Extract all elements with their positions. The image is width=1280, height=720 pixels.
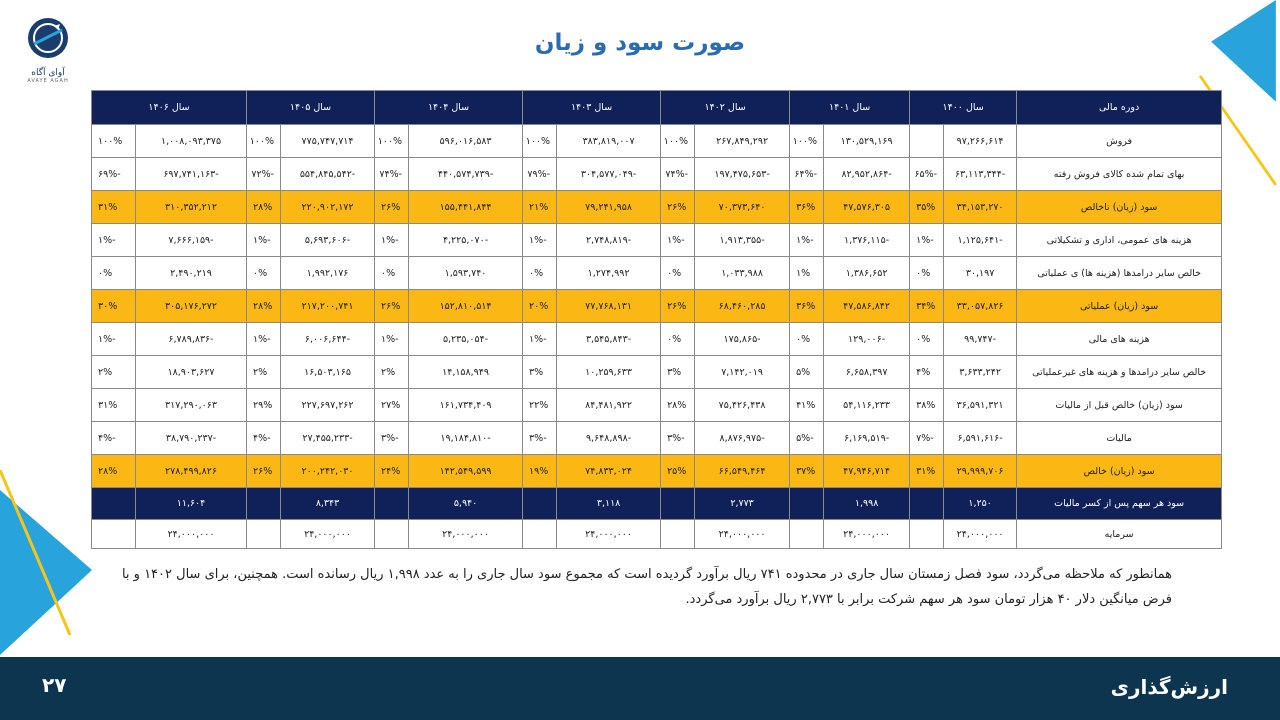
percent-cell: -۱% [92,323,136,356]
percent-cell: -۷۲% [247,158,281,191]
percent-cell: ۱۰۰% [790,125,824,158]
value-cell: ۲۴,۰۰۰,۰۰۰ [409,520,523,549]
percent-cell: ۳۶% [790,191,824,224]
percent-cell: ۲۸% [247,290,281,323]
value-cell: ۱,۰۳۳,۹۸۸ [695,257,790,290]
value-cell: -۳۰۴,۵۷۷,۰۴۹ [557,158,661,191]
value-cell: -۲,۷۴۸,۸۱۹ [557,224,661,257]
table-row [92,224,1222,257]
table-row [92,158,1222,191]
percent-cell [790,488,824,520]
page-number: ۲۷ [42,673,67,697]
row-label: خالص سایر درامدها (هزینه ها) ی عملیاتی [1017,257,1222,290]
table-row [92,356,1222,389]
value-cell: ۴۷,۹۴۶,۷۱۴ [824,455,910,488]
percent-cell: ۲۸% [661,389,695,422]
value-cell: ۱۶,۵۰۳,۱۶۵ [281,356,375,389]
value-cell: -۴,۲۲۵,۰۷۰ [409,224,523,257]
percent-cell: -۵% [790,422,824,455]
value-cell: ۱,۵۹۳,۷۴۰ [409,257,523,290]
percent-cell [92,520,136,549]
value-cell: ۲۲۷,۶۹۷,۲۶۲ [281,389,375,422]
table-body [92,125,1222,549]
value-cell: ۲۶۷,۸۴۹,۲۹۲ [695,125,790,158]
table-row [92,323,1222,356]
value-cell: -۶,۷۸۹,۸۳۶ [136,323,247,356]
percent-cell: ۳۴% [910,290,944,323]
value-cell: ۷۰,۳۷۳,۶۴۰ [695,191,790,224]
value-cell: ۲۴,۰۰۰,۰۰۰ [281,520,375,549]
value-cell: -۵,۶۹۳,۶۰۶ [281,224,375,257]
table-row [92,290,1222,323]
value-cell: ۲۴,۰۰۰,۰۰۰ [557,520,661,549]
value-cell: ۳,۶۳۳,۲۴۲ [944,356,1017,389]
value-cell: ۲۴,۰۰۰,۰۰۰ [695,520,790,549]
value-cell: ۵۹۶,۰۱۶,۵۸۳ [409,125,523,158]
percent-cell: ۲% [247,356,281,389]
percent-cell: -۴% [247,422,281,455]
value-cell: ۱۵۵,۴۴۱,۸۴۴ [409,191,523,224]
percent-cell: ۰% [910,257,944,290]
income-statement-table-container [91,90,1207,549]
percent-cell: ۳۶% [790,290,824,323]
percent-cell: ۱۰۰% [92,125,136,158]
percent-cell: ۳۷% [790,455,824,488]
percent-cell [247,520,281,549]
table-row [92,125,1222,158]
header-year: سال ۱۴۰۵ [247,91,375,125]
value-cell: ۹۷,۲۶۶,۶۱۴ [944,125,1017,158]
percent-cell [790,520,824,549]
value-cell: -۷,۶۶۶,۱۵۹ [136,224,247,257]
percent-cell: -۱% [92,224,136,257]
value-cell: -۶,۵۹۱,۶۱۶ [944,422,1017,455]
row-label: سود (زیان) خالص [1017,455,1222,488]
row-label: فروش [1017,125,1222,158]
percent-cell [247,488,281,520]
percent-cell: ۴۱% [790,389,824,422]
percent-cell [910,520,944,549]
value-cell: -۳۸,۷۹۰,۲۳۷ [136,422,247,455]
percent-cell: ۳۱% [910,455,944,488]
percent-cell: -۷% [910,422,944,455]
table-header-row [92,91,1222,125]
value-cell: ۱,۳۸۶,۶۵۲ [824,257,910,290]
percent-cell: ۳% [523,356,557,389]
value-cell: ۲۴,۰۰۰,۰۰۰ [944,520,1017,549]
logo-brand-text: آوای آگاه [31,68,65,78]
value-cell: -۸۲,۹۵۲,۸۶۴ [824,158,910,191]
percent-cell: ۲۶% [375,191,409,224]
percent-cell: ۱۹% [523,455,557,488]
percent-cell: -۱% [247,323,281,356]
percent-cell [523,488,557,520]
row-label: مالیات [1017,422,1222,455]
value-cell: ۶۶,۵۴۹,۴۶۴ [695,455,790,488]
footer-section-title: ارزش‌گذاری [1110,675,1228,699]
percent-cell: ۳۰% [92,290,136,323]
value-cell: ۸۴,۴۸۱,۹۲۲ [557,389,661,422]
value-cell: ۱۶۱,۷۳۴,۴۰۹ [409,389,523,422]
value-cell: ۴۷,۵۸۶,۸۴۲ [824,290,910,323]
percent-cell: ۲۶% [661,191,695,224]
row-label: سود (زیان) عملیاتی [1017,290,1222,323]
corner-decoration-bottom-left [0,470,92,655]
table-row [92,455,1222,488]
value-cell: ۳۱۷,۲۹۰,۰۶۳ [136,389,247,422]
percent-cell: ۳۱% [92,191,136,224]
percent-cell: ۴% [910,356,944,389]
header-year: سال ۱۴۰۰ [910,91,1017,125]
value-cell: -۶۹۷,۷۴۱,۱۶۳ [136,158,247,191]
value-cell: ۳۱۰,۳۵۲,۲۱۲ [136,191,247,224]
page-title: صورت سود و زیان [534,30,746,56]
percent-cell: ۲۶% [661,290,695,323]
value-cell: -۵۵۴,۸۴۵,۵۴۲ [281,158,375,191]
percent-cell: -۱% [375,224,409,257]
percent-cell: -۱% [661,224,695,257]
row-label: سود (زیان) خالص قبل از مالیات [1017,389,1222,422]
value-cell: ۱۴۲,۵۴۹,۵۹۹ [409,455,523,488]
percent-cell [375,488,409,520]
percent-cell: ۲% [92,356,136,389]
value-cell: ۴۷,۵۷۶,۳۰۵ [824,191,910,224]
value-cell: -۶,۰۰۶,۶۴۴ [281,323,375,356]
percent-cell [523,520,557,549]
value-cell: ۱۸,۹۰۳,۶۲۷ [136,356,247,389]
value-cell: ۳۸۳,۸۱۹,۰۰۷ [557,125,661,158]
value-cell: ۵۴,۱۱۶,۲۳۳ [824,389,910,422]
percent-cell: ۱۰۰% [661,125,695,158]
value-cell: ۲۱۷,۲۰۰,۷۴۱ [281,290,375,323]
percent-cell: -۱% [375,323,409,356]
row-label: سود (زیان) ناخالص [1017,191,1222,224]
table-row [92,389,1222,422]
percent-cell: -۱% [523,224,557,257]
percent-cell: ۲% [375,356,409,389]
row-label: سود هر سهم پس از کسر مالیات [1017,488,1222,520]
value-cell: ۱۱,۶۰۴ [136,488,247,520]
row-label: هزینه های مالی [1017,323,1222,356]
value-cell: -۲۷,۴۵۵,۲۳۳ [281,422,375,455]
value-cell: -۱,۱۲۵,۶۴۱ [944,224,1017,257]
table-row [92,257,1222,290]
value-cell: ۸,۳۴۳ [281,488,375,520]
value-cell: ۲۴,۰۰۰,۰۰۰ [824,520,910,549]
value-cell: ۷۷۵,۷۴۷,۷۱۴ [281,125,375,158]
value-cell: ۲۹,۹۹۹,۷۰۶ [944,455,1017,488]
income-statement-table [91,90,1222,549]
table-row [92,422,1222,455]
row-label: خالص سایر درامدها و هزینه های غیرعملیاتی [1017,356,1222,389]
value-cell: -۸,۸۷۶,۹۷۵ [695,422,790,455]
percent-cell: ۲۷% [375,389,409,422]
value-cell: ۷۷,۷۶۸,۱۳۱ [557,290,661,323]
value-cell: ۳۳,۰۵۷,۸۲۶ [944,290,1017,323]
percent-cell [375,520,409,549]
percent-cell: -۶۴% [790,158,824,191]
percent-cell: ۲۰% [523,290,557,323]
percent-cell: ۳۱% [92,389,136,422]
value-cell: -۹۹,۷۴۷ [944,323,1017,356]
value-cell: ۲,۷۷۳ [695,488,790,520]
percent-cell: -۳% [523,422,557,455]
percent-cell: ۰% [661,323,695,356]
value-cell: ۲۲۰,۹۰۲,۱۷۲ [281,191,375,224]
percent-cell: ۲۲% [523,389,557,422]
percent-cell: -۱% [523,323,557,356]
value-cell: ۲۷۸,۴۹۹,۸۲۶ [136,455,247,488]
percent-cell [661,488,695,520]
table-row [92,488,1222,520]
percent-cell: ۱۰۰% [247,125,281,158]
percent-cell: ۵% [790,356,824,389]
value-cell: ۳۶,۵۹۱,۳۲۱ [944,389,1017,422]
header-year: سال ۱۴۰۴ [375,91,523,125]
percent-cell: ۰% [661,257,695,290]
header-year: سال ۱۴۰۲ [661,91,790,125]
percent-cell: -۴% [92,422,136,455]
percent-cell: ۲۱% [523,191,557,224]
percent-cell: ۳۸% [910,389,944,422]
value-cell: -۳,۵۴۵,۸۴۳ [557,323,661,356]
percent-cell: ۰% [92,257,136,290]
header-year: سال ۱۴۰۶ [92,91,247,125]
percent-cell: ۱۰۰% [375,125,409,158]
value-cell: -۴۴۰,۵۷۴,۷۳۹ [409,158,523,191]
header-year: سال ۱۴۰۳ [523,91,661,125]
percent-cell: ۲۹% [247,389,281,422]
percent-cell: ۰% [790,323,824,356]
percent-cell: -۶۵% [910,158,944,191]
percent-cell: -۷۹% [523,158,557,191]
value-cell: ۱,۹۹۲,۱۷۶ [281,257,375,290]
value-cell: ۱,۲۷۴,۹۹۲ [557,257,661,290]
value-cell: ۳۰۵,۱۷۶,۲۷۲ [136,290,247,323]
value-cell: -۶۳,۱۱۳,۳۴۴ [944,158,1017,191]
percent-cell: ۳% [661,356,695,389]
value-cell: ۷,۱۴۲,۰۱۹ [695,356,790,389]
percent-cell: -۳% [375,422,409,455]
percent-cell: ۱% [790,257,824,290]
value-cell: ۱۵۲,۸۱۰,۵۱۴ [409,290,523,323]
value-cell: ۱۳۰,۵۲۹,۱۶۹ [824,125,910,158]
value-cell: -۱۹۷,۴۷۵,۶۵۳ [695,158,790,191]
percent-cell: -۷۴% [661,158,695,191]
value-cell: -۱۷۵,۸۶۵ [695,323,790,356]
percent-cell: -۶۹% [92,158,136,191]
percent-cell [910,125,944,158]
value-cell: ۳۴,۱۵۳,۲۷۰ [944,191,1017,224]
value-cell: -۵,۲۳۵,۰۵۴ [409,323,523,356]
value-cell: ۱,۰۰۸,۰۹۳,۳۷۵ [136,125,247,158]
percent-cell: ۲۴% [375,455,409,488]
value-cell: -۱,۹۱۳,۳۵۵ [695,224,790,257]
header-year: سال ۱۴۰۱ [790,91,910,125]
percent-cell: ۰% [910,323,944,356]
value-cell: ۶,۶۵۸,۳۹۷ [824,356,910,389]
percent-cell: ۲۸% [92,455,136,488]
logo-sub-text: AVAYE AGAH [27,78,69,84]
value-cell: -۶,۱۶۹,۵۱۹ [824,422,910,455]
value-cell: ۶۸,۴۶۰,۲۸۵ [695,290,790,323]
value-cell: ۱,۲۵۰ [944,488,1017,520]
footer-bar [0,657,1280,720]
percent-cell [92,488,136,520]
value-cell: -۱۹,۱۸۴,۸۱۰ [409,422,523,455]
percent-cell: ۲۸% [247,191,281,224]
header-period: دوره مالی [1017,91,1222,125]
percent-cell [661,520,695,549]
value-cell: ۱,۹۹۸ [824,488,910,520]
percent-cell: ۳۵% [910,191,944,224]
percent-cell: -۳% [661,422,695,455]
value-cell: ۷۵,۴۲۶,۴۳۸ [695,389,790,422]
analysis-note: همانطور که ملاحظه می‌گردد، سود فصل زمستان سال جاری در محدوده ۷۴۱ ریال برآورد گردیده است که مجموع سود سال جاری را به عدد ۱,۹۹۸ ریال رسانده است. همچنین، برای سال ۱۴۰۲ و با فرض میانگین دلار ۴۰ هزار تومان سود هر سهم شرکت برابر با ۲,۷۷۳ ریال برآورد می‌گردد. [121,567,1172,607]
value-cell: ۱۰,۲۵۹,۶۳۳ [557,356,661,389]
value-cell: ۷۹,۲۴۱,۹۵۸ [557,191,661,224]
value-cell: -۱۲۹,۰۰۶ [824,323,910,356]
table-row [92,191,1222,224]
row-label: بهای تمام شده کالای فروش رفته [1017,158,1222,191]
value-cell: ۷۴,۸۳۳,۰۲۴ [557,455,661,488]
percent-cell: ۰% [247,257,281,290]
percent-cell: ۲۶% [247,455,281,488]
percent-cell [910,488,944,520]
value-cell: ۲,۴۹۰,۲۱۹ [136,257,247,290]
value-cell: ۲۰۰,۲۴۲,۰۳۰ [281,455,375,488]
percent-cell: ۱۰۰% [523,125,557,158]
value-cell: ۲۴,۰۰۰,۰۰۰ [136,520,247,549]
percent-cell: ۲۵% [661,455,695,488]
value-cell: -۱,۳۷۶,۱۱۵ [824,224,910,257]
value-cell: ۳۰,۱۹۷ [944,257,1017,290]
percent-cell: -۱% [910,224,944,257]
percent-cell: ۰% [375,257,409,290]
value-cell: ۱۴,۱۵۸,۹۴۹ [409,356,523,389]
row-label: هزینه های عمومی، اداری و تشکیلاتی [1017,224,1222,257]
percent-cell: -۱% [247,224,281,257]
percent-cell: -۷۴% [375,158,409,191]
value-cell: ۳,۱۱۸ [557,488,661,520]
value-cell: -۹,۶۴۸,۸۹۸ [557,422,661,455]
table-row [92,520,1222,549]
value-cell: ۵,۹۴۰ [409,488,523,520]
percent-cell: ۰% [523,257,557,290]
percent-cell: -۱% [790,224,824,257]
row-label: سرمایه [1017,520,1222,549]
percent-cell: ۲۶% [375,290,409,323]
